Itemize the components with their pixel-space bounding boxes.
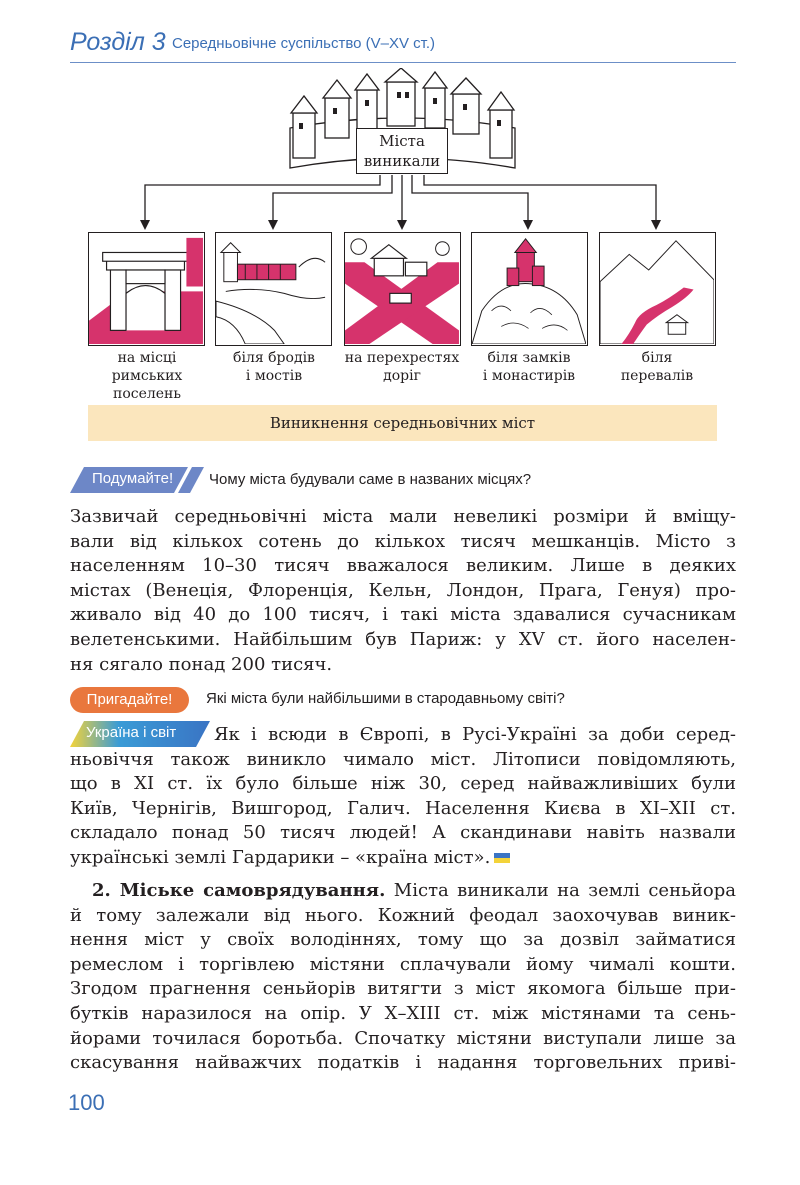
caption-castles (464, 349, 594, 385)
text-line: йорами точилася боротьба. Спочатку містяни виступали лише за (70, 1027, 736, 1049)
text-line-last: українські землі Гардарики – «країна міст». (70, 846, 491, 868)
think-question: Чому міста будували саме в названих місцях? (209, 471, 532, 488)
caption-passes (592, 349, 722, 385)
text-line: Зазвичай середньовічні міста мали невеликі розміри й вміщу- (70, 506, 736, 527)
ukraine-tag-label: Україна і світ (86, 724, 177, 741)
ukraine-flag-icon (494, 853, 510, 863)
roman-arch-icon (88, 232, 205, 346)
paragraph-self-government (70, 879, 736, 1076)
bridge-icon (215, 232, 332, 346)
diagram-caption: Виникнення середньовічних міст (88, 405, 717, 441)
diagram-arrows (0, 0, 800, 240)
cities-diagram (0, 0, 800, 460)
recall-question: Які міста були найбільшими в стародавньому світі? (206, 690, 565, 707)
caption-line: перевалів (620, 368, 694, 384)
text-line: вали від кількох сотень до кількох тисяч мешканців. Місто з (70, 530, 736, 552)
text-line: Згодом прагнення сеньйорів витягти з міст якомога більше при- (70, 978, 736, 1000)
caption-line: біля бродів (233, 350, 315, 366)
text-line: ньовіччя також виникло чимало міст. Літописи повідомляють, (70, 748, 736, 770)
caption-line: і мостів (245, 368, 303, 384)
text-line (70, 846, 736, 871)
text-line: містах (Венеція, Флоренція, Кельн, Лондон, Прага, Генуя) про- (70, 579, 736, 601)
text-line: скасування найважчих податків і надання торговельних приві- (70, 1052, 736, 1074)
castle-icon (471, 232, 588, 346)
section-title: Розділ 3 (70, 28, 166, 56)
caption-line: поселень (112, 386, 182, 402)
paragraph-ukraine (70, 723, 736, 871)
caption-line: на перехрестях (344, 350, 460, 366)
caption-roman (82, 349, 212, 403)
text-line: ня сягало понад 200 тисяч. (70, 653, 333, 675)
think-tag (70, 467, 204, 493)
crossroads-icon (344, 232, 461, 346)
caption-line: на місці (117, 350, 177, 366)
recall-tag: Пригадайте! (70, 687, 189, 713)
text-line: нення міст у своїх володіннях, тому що за дозвіл займатися (70, 929, 736, 951)
text-line: велетенськими. Найбільшим був Париж: у XV ст. його населен- (70, 628, 736, 650)
text-line: Київ, Чернігів, Вишгород, Галич. Населення Києва в XI–XII ст. (70, 797, 736, 819)
paragraph-city-sizes (70, 505, 736, 677)
caption-line: біля (641, 350, 673, 366)
text-line (70, 879, 736, 904)
text-line: бутків наразилося на опір. У X–XIII ст. між містянами та сень- (70, 1002, 736, 1024)
think-tag-label: Подумайте! (92, 470, 174, 487)
mountain-pass-icon (599, 232, 716, 346)
caption-bridges (209, 349, 339, 385)
center-label-line-2: виникали (363, 152, 441, 170)
section-heading: 2. Міське самоврядування. (92, 880, 386, 901)
caption-line: римських (111, 368, 183, 384)
first-line-text: Міста виникали на землі сеньйора (393, 880, 736, 901)
text-line: живало від 40 до 100 тисяч, і такі міста здавалися сучасникам (70, 604, 736, 626)
section-subtitle: Середньовічне суспільство (V–XV ст.) (172, 35, 436, 52)
center-label-line-1: Міста (379, 132, 425, 150)
caption-crossroads (337, 349, 467, 385)
text-line: Як і всюди в Європі, в Русі-Україні за доби серед- (214, 724, 736, 745)
text-line: населенням 10–30 тисяч вважалося великим. Лише в деяких (70, 555, 736, 577)
caption-line: біля замків (487, 350, 571, 366)
text-line: й тому залежали від нього. Кожний феодал заохочував виник- (70, 904, 736, 926)
caption-line: доріг (383, 368, 421, 384)
caption-line: і монастирів (482, 368, 576, 384)
page-number: 100 (68, 1090, 105, 1115)
text-line: складало понад 50 тисяч людей! А скандинави навіть назвали (70, 822, 736, 844)
text-line: ремеслом і торгівлею містяни сплачували йому чималі кошти. (70, 953, 736, 975)
text-line: що в XI ст. їх було більше ніж 30, серед найважливіших були (70, 773, 736, 795)
